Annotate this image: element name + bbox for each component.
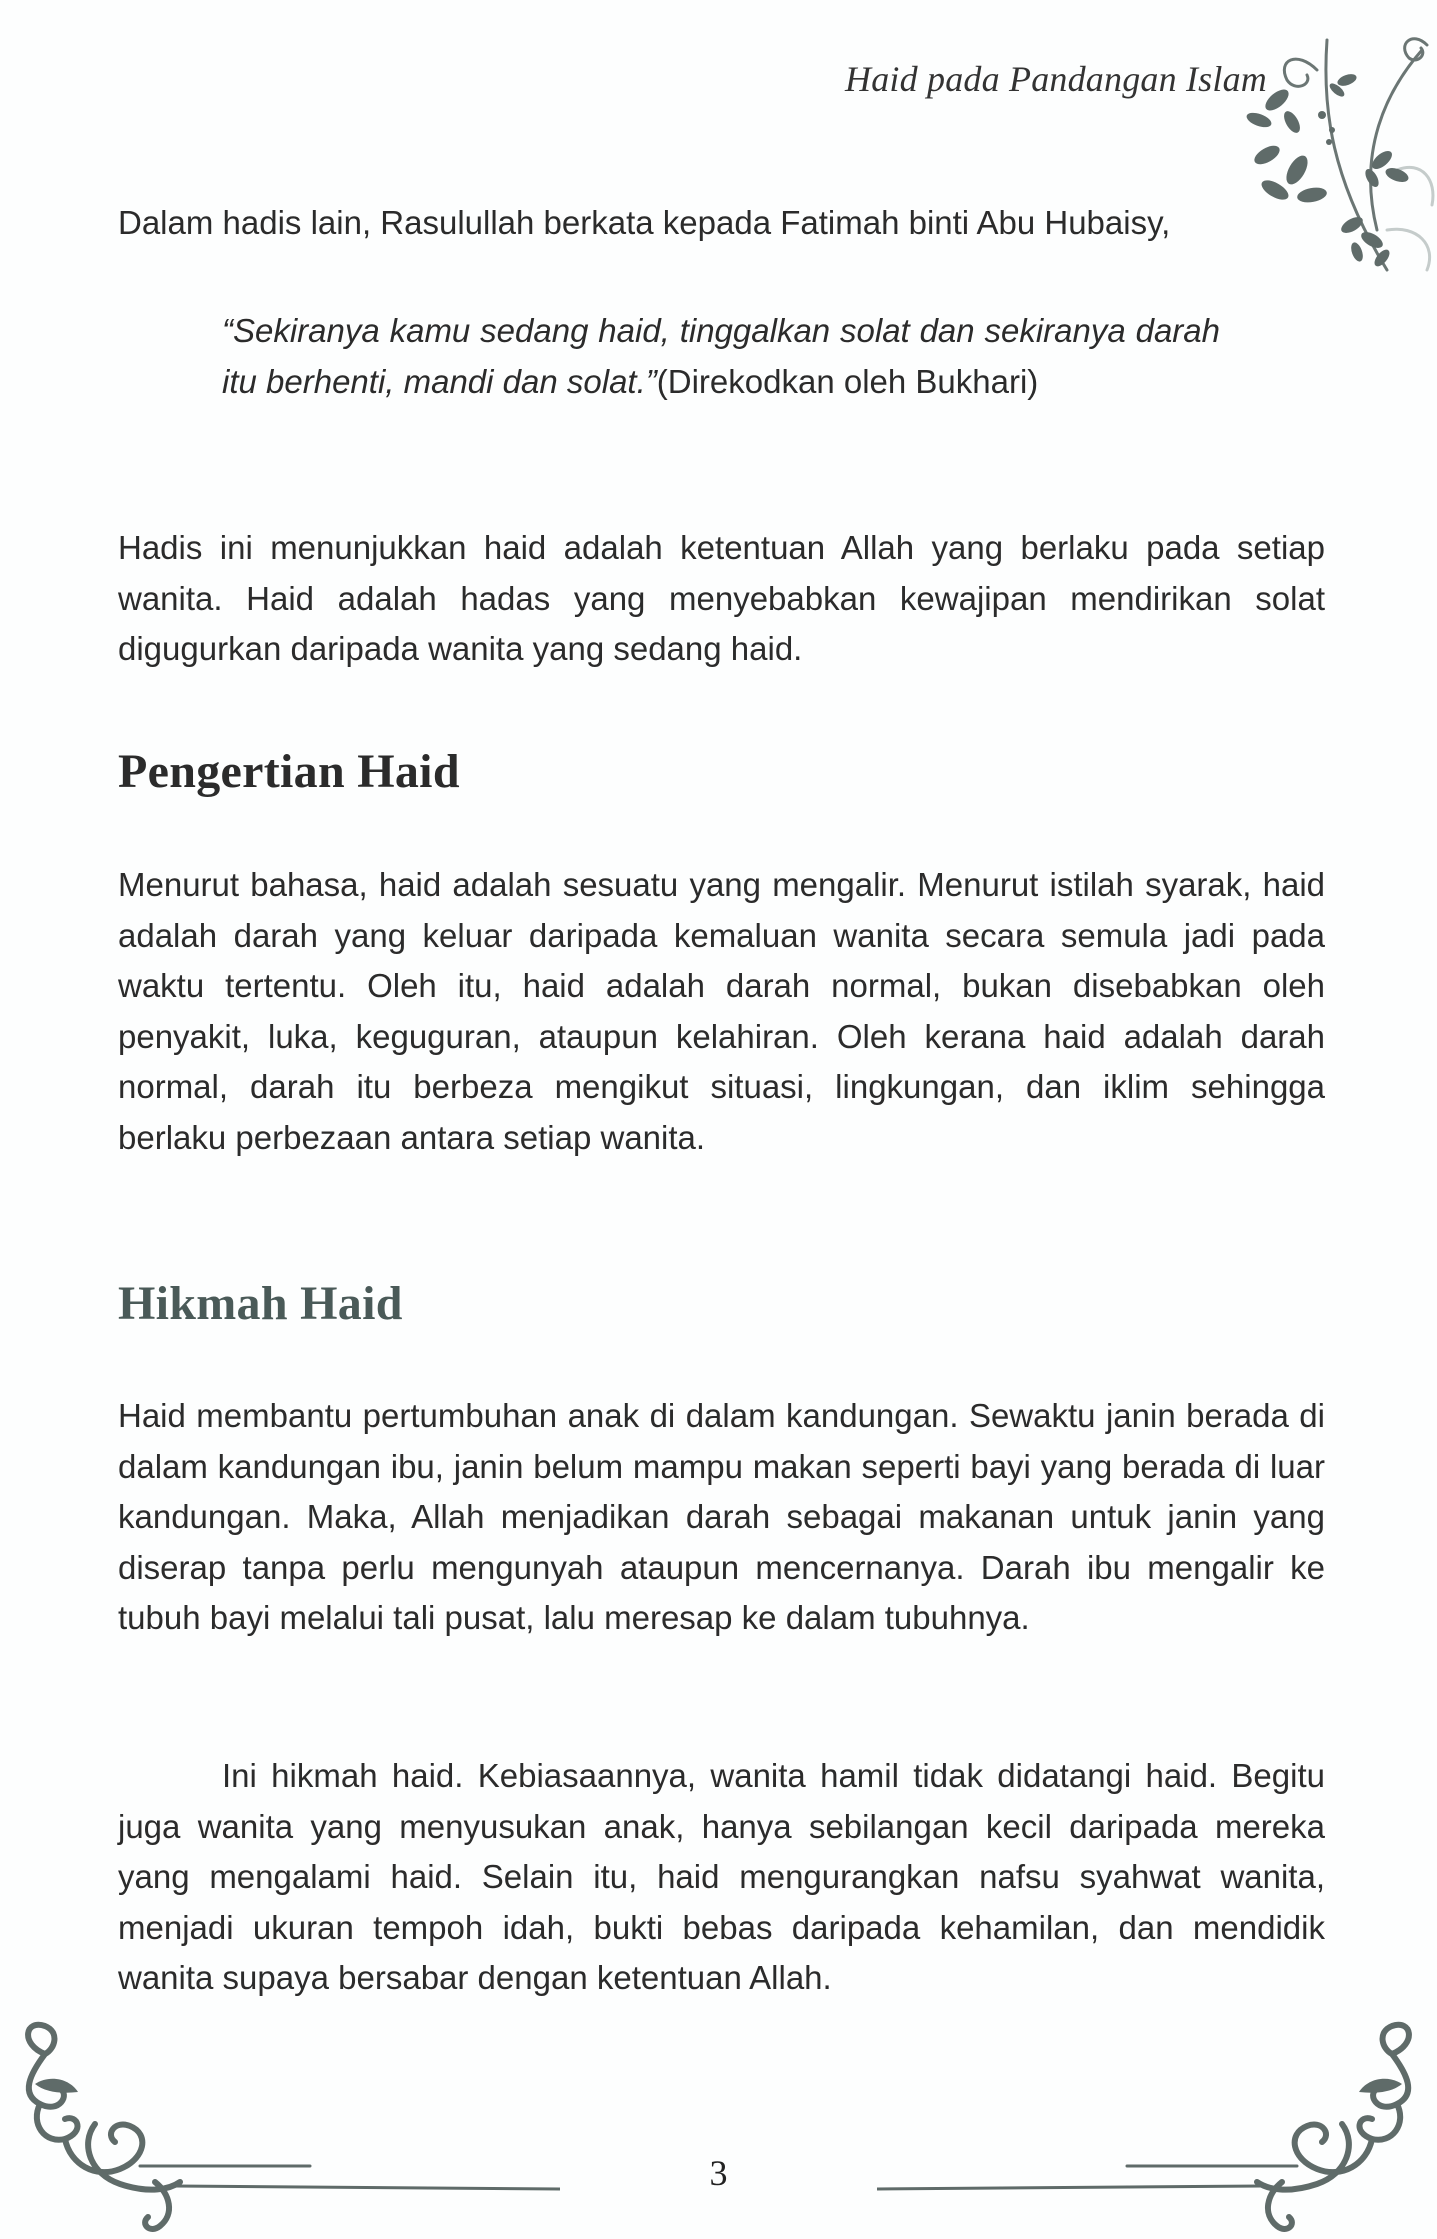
section-heading-hikmah: Hikmah Haid <box>118 1277 403 1330</box>
page-number: 3 <box>709 2153 728 2193</box>
paragraph-explanation: Hadis ini menunjukkan haid adalah ketentuan Allah yang berlaku pada setiap wanita. Haid adalah hadas yang menyebabkan kewajipan mendirikan solat digugurkan daripada wanita yang sedang haid. <box>118 529 1325 667</box>
hadith-quote <box>222 306 1220 407</box>
paragraph-pengertian: Menurut bahasa, haid adalah sesuatu yang mengalir. Menurut istilah syarak, haid adalah darah yang keluar daripada kemaluan wanita secara semula jadi pada waktu tertentu. Oleh itu, haid adalah darah normal, bukan disebabkan oleh penyakit, luka, keguguran, ataupun kelahiran. Oleh kerana haid adalah darah normal, darah itu berbeza mengikut situasi, lingkungan, dan iklim sehingga berlaku perbezaan antara setiap wanita. <box>118 866 1325 1156</box>
paragraph-hikmah-2: Ini hikmah haid. Kebiasaannya, wanita hamil tidak didatangi haid. Begitu juga wanita yang menyusukan anak, hanya sebilangan kecil daripada mereka yang mengalami haid. Selain itu, haid mengurangkan nafsu syahwat wanita, menjadi ukuran tempoh idah, bukti bebas daripada kehamilan, dan mendidik wanita supaya bersabar dengan ketentuan Allah. <box>118 1757 1325 1996</box>
quote-citation: (Direkodkan oleh Bukhari) <box>656 362 1039 400</box>
section-heading-pengertian: Pengertian Haid <box>118 745 460 798</box>
running-header: Haid pada Pandangan Islam <box>845 59 1267 99</box>
paragraph-hikmah-1: Haid membantu pertumbuhan anak di dalam kandungan. Sewaktu janin berada di dalam kandungan ibu, janin belum mampu makan seperti bayi yang berada di luar kandungan. Maka, Allah menjadikan darah sebagai makanan untuk janin yang diserap tanpa perlu mengunyah ataupun mencernanya. Darah ibu mengalir ke tubuh bayi melalui tali pusat, lalu meresap ke dalam tubuhnya. <box>118 1397 1325 1636</box>
intro-text: Dalam hadis lain, Rasulullah berkata kepada Fatimah binti Abu Hubaisy, <box>118 204 1171 241</box>
quote-italic-text: “Sekiranya kamu sedang haid, tinggalkan solat dan sekiranya darah itu berhenti, mandi dan solat.” <box>222 312 1220 400</box>
scroll-flourish-icon <box>0 2014 560 2239</box>
scroll-flourish-icon <box>877 2014 1437 2239</box>
